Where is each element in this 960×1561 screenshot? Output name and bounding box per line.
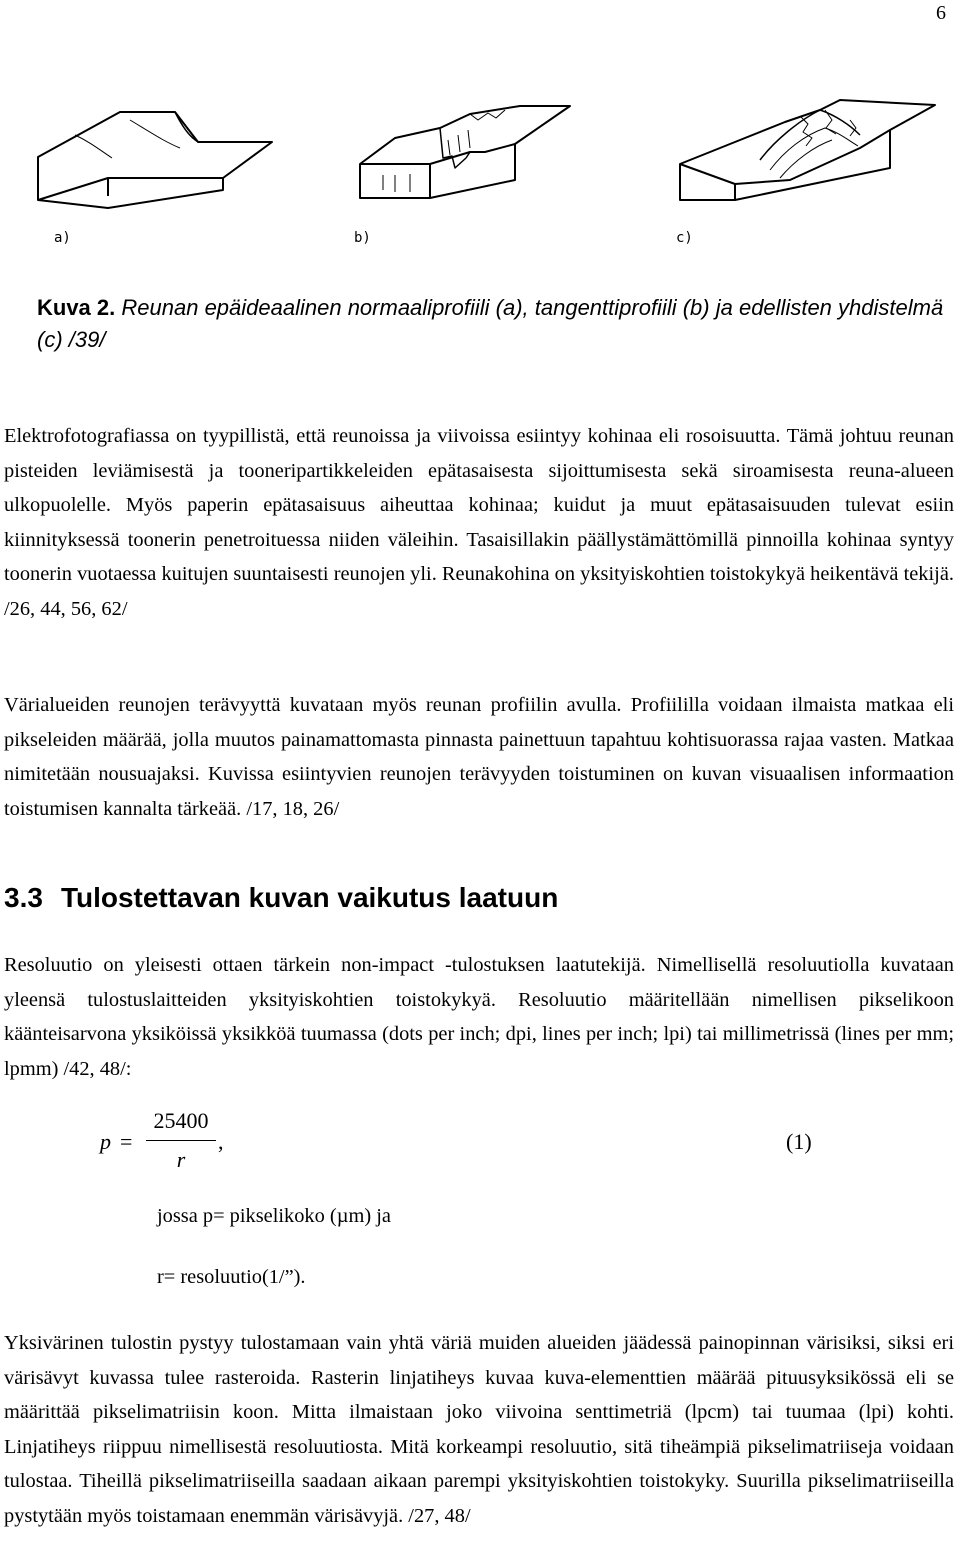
paragraph-line-density: Yksivärinen tulostin pystyy tulostamaan vain yhtä väriä muiden alueiden jäädessä painopinnan värisiksi, siksi eri värisävyt kuvassa tulee rasteroida. Rasterin linjatiheys kuvaa kuva-elementtien määrää pituusyksikössä eli se määrittää pikselimatriisin koon. Mitta ilmaistaan joko viivoina senttimetriä (lpcm) tai tuumaa (lpi) kohti. Linjatiheys riippuu nimellisestä resoluutiosta. Mitä korkeampi resoluutio, sitä tiheämpiä pikselimatriiseja voidaan tulostaa. Tiheillä pikselimatriiseilla saadaan aikaan parempi yksityiskohtien toistokyky. Suurilla pikselimatriiseilla pystytään myös toistamaan enemmän värisävyjä. /27, 48/ <box>4 1332 954 1527</box>
equation-definition-p: jossa p= pikselikoko (µm) ja <box>157 1205 391 1227</box>
paragraph-resolution: Resoluutio on yleisesti ottaen tärkein non-impact -tulostuksen laatutekijä. Nimellisellä resoluutiolla kuvataan yleensä tulostuslaitteiden yksityiskohtien toistokykyä. Resoluutio määritellään nimellisen pikselikoon käänteisarvona yksiköissä yksikköä tuumassa (dots per inch; dpi, lines per inch; lpi) tai millimetrissä (lines per mm; lpmm) /42, 48/: <box>4 954 954 1080</box>
paragraph-edge-sharpness: Värialueiden reunojen terävyyttä kuvataan myös reunan profiilin avulla. Profiililla voidaan ilmaista matkaa eli pikseleiden määrää, jolla muutos painamattomasta pinnasta painettuun tapahtuu kohtisuorassa rajaa vasten. Matkaa nimitetään nousuajaksi. Kuvissa esiintyvien reunojen terävyyden toistuminen on kuvan visuaalisen informaation toistumisen kannalta tärkeää. /17, 18, 26/ <box>4 694 954 820</box>
page-number: 6 <box>936 2 946 24</box>
equation-comma: , <box>218 1129 224 1154</box>
figure-caption-text: Reunan epäideaalinen normaaliprofiili (a), tangenttiprofiili (b) ja edellisten yhdistelmä (c) /39/ <box>37 295 944 352</box>
figure-panel-a-label: a) <box>54 230 71 246</box>
equation-pixel-size <box>100 1108 840 1188</box>
edge-profile-figure <box>0 80 960 260</box>
equation-fraction <box>144 1108 218 1173</box>
figure-caption-label: Kuva 2. <box>37 295 116 320</box>
section-number: 3.3 <box>4 882 43 913</box>
equation-lhs: p <box>100 1129 111 1154</box>
figure-caption <box>37 292 957 356</box>
fraction-bar <box>146 1140 216 1141</box>
figure-panel-b-drawing <box>360 106 570 198</box>
equation-number: (1) <box>786 1129 812 1154</box>
equation-numerator: 25400 <box>153 1108 209 1133</box>
section-title: Tulostettavan kuvan vaikutus laatuun <box>60 882 559 913</box>
paragraph-edge-noise: Elektrofotografiassa on tyypillistä, että reunoissa ja viivoissa esiintyy kohinaa eli rosoisuutta. Tämä johtuu reunan pisteiden leviämisestä ja tooneripartikkeleiden epätasaisesta sijoittumisesta sekä siroamisesta reuna-alueen ulkopuolelle. Myös paperin epätasaisuus aiheuttaa kohinaa; kuidut ja muut epätasaisuuden tulevat esiin kiinnityksessä toonerin penetroituessa niiden väleihin. Tasaisillakin päällystämättömillä pinnoilla kohinaa syntyy toonerin vuotaessa kuitujen suuntaisesti reunojen yli. Reunakohina on yksityiskohtien toistokykyä heikentävä tekijä. /26, 44, 56, 62/ <box>4 425 954 620</box>
equation-definition-r: r= resoluutio(1/”). <box>157 1266 306 1288</box>
figure-panel-b-label: b) <box>354 230 371 246</box>
section-heading <box>4 882 558 914</box>
figure-panel-a-drawing <box>38 112 272 208</box>
equation-denominator: r <box>176 1147 186 1172</box>
figure-panel-c-label: c) <box>676 230 693 246</box>
figure-panel-c-drawing <box>680 100 935 200</box>
equation-equals: = <box>120 1129 133 1154</box>
